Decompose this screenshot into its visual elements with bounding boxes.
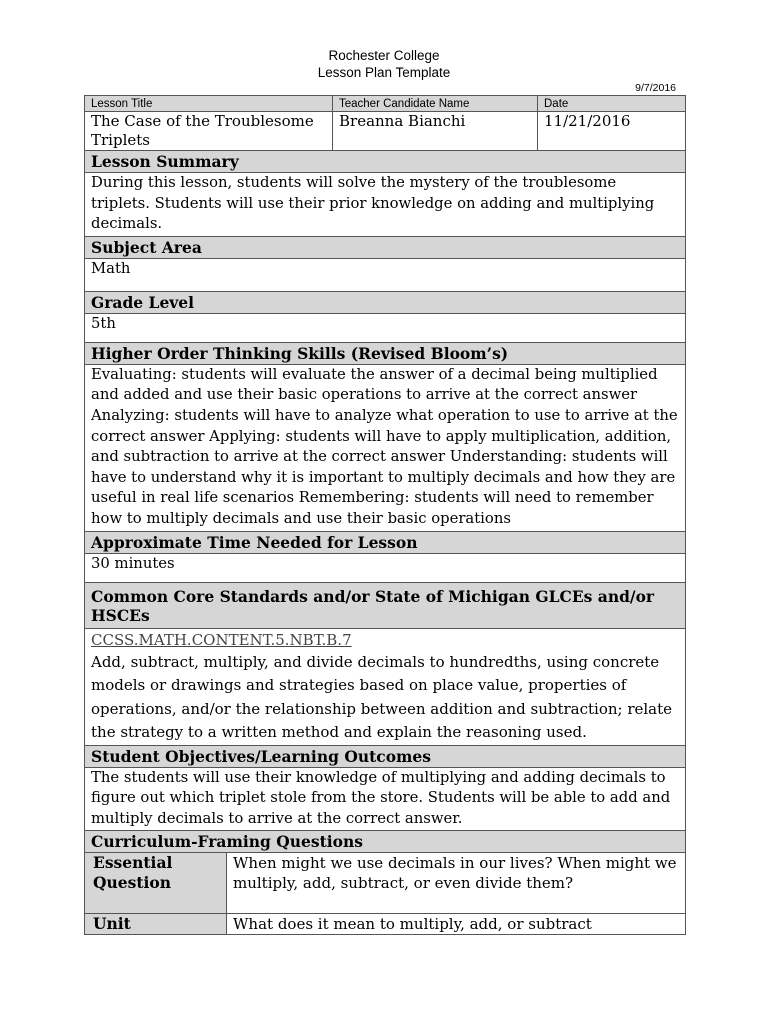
blooms-heading: Higher Order Thinking Skills (Revised Bloom’s): [85, 342, 686, 364]
lesson-title-header: Lesson Title: [85, 96, 333, 112]
date-value: 11/21/2016: [538, 112, 686, 151]
unit-question-text: What does it mean to multiply, add, or subtract: [227, 914, 686, 935]
lesson-title-value: The Case of the Troublesome Triplets: [85, 112, 333, 151]
date-header: Date: [538, 96, 686, 112]
subject-area-text: Math: [85, 258, 686, 291]
essential-question-text: When might we use decimals in our lives? When might we multiply, add, subtract, or even divide them?: [227, 853, 686, 914]
lesson-summary-text: During this lesson, students will solve the mystery of the troublesome triplets. Students will use their prior knowledge on adding and multiplying decimals.: [85, 173, 686, 237]
teacher-name-value: Breanna Bianchi: [333, 112, 538, 151]
grade-level-text: 5th: [85, 313, 686, 342]
subject-area-heading: Subject Area: [85, 236, 686, 258]
objectives-text: The students will use their knowledge of multiplying and adding decimals to figure out which triplet stole from the store. Students will be able to add and multiply decimals to arrive at the correct answer.: [85, 767, 686, 831]
document-title: [0, 47, 768, 81]
lesson-plan-table: [84, 95, 686, 935]
time-needed-text: 30 minutes: [85, 553, 686, 582]
unit-question-label: Unit: [85, 914, 227, 935]
standard-code-link[interactable]: CCSS.MATH.CONTENT.5.NBT.B.7: [91, 630, 352, 649]
essential-question-label: Essential Question: [85, 853, 227, 914]
standards-cell: [85, 628, 686, 745]
objectives-heading: Student Objectives/Learning Outcomes: [85, 745, 686, 767]
institution-name: Rochester College: [328, 48, 440, 63]
standard-description: Add, subtract, multiply, and divide decimals to hundredths, using concrete models or drawings and strategies based on place value, properties of operations, and/or the relationship between addition and subtraction; relate the strategy to a written method and explain the reasoning used.: [91, 652, 673, 742]
framing-questions-heading: Curriculum-Framing Questions: [85, 831, 686, 853]
lesson-summary-heading: Lesson Summary: [85, 151, 686, 173]
grade-level-heading: Grade Level: [85, 291, 686, 313]
print-date: 9/7/2016: [635, 82, 676, 94]
teacher-name-header: Teacher Candidate Name: [333, 96, 538, 112]
standards-heading: Common Core Standards and/or State of Michigan GLCEs and/or HSCEs: [85, 582, 686, 628]
blooms-text: Evaluating: students will evaluate the answer of a decimal being multiplied and added and use their basic operations to arrive at the correct answer Analyzing: students will have to analyze what operation to use to arrive at the correct answer Applying: students will have to apply multiplication, addition, and subtraction to arrive at the correct answer Understanding: students will have to understand why it is important to multiply decimals and how they are useful in real life scenarios Remembering: students will need to remember how to multiply decimals and use their basic operations: [85, 364, 686, 531]
time-needed-heading: Approximate Time Needed for Lesson: [85, 531, 686, 553]
template-name: Lesson Plan Template: [317, 65, 451, 80]
